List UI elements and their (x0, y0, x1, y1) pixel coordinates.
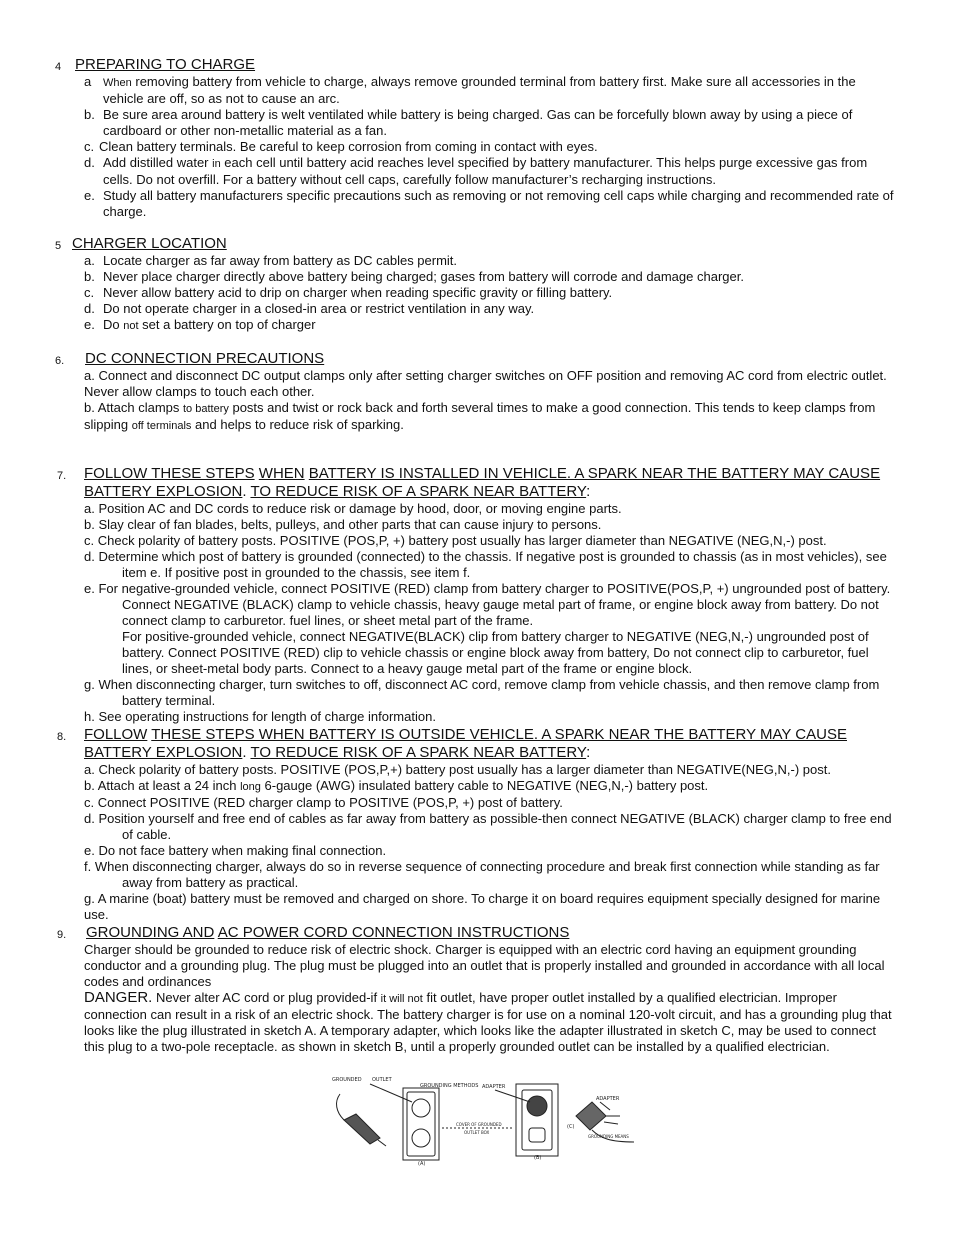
text: WHEN (258, 465, 305, 482)
danger-label: DANGER. (84, 989, 153, 1006)
section-grounding (0, 924, 954, 1055)
list-item: d. Position yourself and free end of cables as far away from battery as possible-then connect NEGATIVE (BLACK) charger clamp to free end of cable. (84, 811, 892, 842)
text: each cell until battery acid reaches level specified by battery manufacturer. This helps purge excessive gas from cells. Do not overfill. For a battery without cell caps, carefully follow manufacturer’s recharging instructions. (103, 155, 868, 187)
small-text: it will not (380, 993, 423, 1005)
section-5-heading (0, 235, 954, 253)
item-label: b. (84, 269, 95, 284)
item-label: e. (84, 188, 95, 203)
text: : (586, 744, 591, 761)
paragraph: Never allow clamps to touch each other. (84, 384, 315, 399)
item-label: d. (84, 301, 95, 316)
adapter-icon (527, 1096, 547, 1116)
small-text: long (240, 781, 261, 793)
small-text: not (123, 320, 139, 332)
text: FOLLOW THESE STEPS (84, 465, 255, 482)
text: fit outlet, have proper outlet installed by a qualified electrician. Improper connection can result in a risk of an electric shock. The battery charger is for use on a nominal 120-volt circuit, and has a grounding plug that looks like the plug illustrated in sketch A. A temporary adapter, which looks like the adapter illustrated in sketch C, may be used to connect this plug to a two-pole receptacle. as shown in sketch B, until a properly grounded outlet can be installed by a qualified electrician. (84, 990, 892, 1054)
adapter-label-c: ADAPTER (596, 1096, 620, 1102)
text: . (242, 483, 251, 500)
text: Do (103, 317, 124, 332)
item-label: a. (84, 253, 95, 268)
paragraph: Charger should be grounded to reduce risk of electric shock. Charger is equipped with an electric cord having an equipment grounding conductor and a grounding plug. The plug must be plugged into an outlet that is properly installed and grounded in accordance with all local codes and ordinances (84, 942, 885, 989)
sketch-a-label: (A) (418, 1161, 426, 1167)
grounding-methods-illustration (330, 1072, 648, 1172)
text: and helps to reduce risk of sparking. (191, 417, 404, 432)
list-item: a. Position AC and DC cords to reduce risk or damage by hood, door, or moving engine parts. (84, 501, 622, 516)
list-item: a. Check polarity of battery posts. POSITIVE (POS,P,+) battery post usually has a larger diameter than NEGATIVE(NEG,N,-) post. (84, 762, 831, 777)
section-number: 8. (57, 731, 67, 743)
section-title (86, 924, 898, 942)
text: BATTERY IS INSTALLED IN VEHICLE. A SPARK NEAR THE BATTERY MAY CAUSE BATTERY EXPLOSION (84, 465, 881, 500)
list-item: c. Check polarity of battery posts. POSITIVE (POS,P, +) battery post usually has larger diameter than NEGATIVE (NEG,N,-) post. (84, 533, 827, 548)
text: removing battery from vehicle to charge, always remove grounded terminal from battery first. Make sure all accessories in the vehicle are off, so as not to cause an arc. (103, 74, 856, 106)
item-text: Clean battery terminals. Be careful to keep corrosion from coming in contact with eyes. (99, 139, 598, 154)
list-item (84, 778, 898, 795)
text: 6-gauge (AWG) insulated battery cable to NEGATIVE (NEG,N,-) battery post. (260, 778, 709, 793)
list-item (0, 139, 954, 155)
section-number: 4 (55, 61, 62, 73)
list-item (0, 253, 954, 269)
text: THESE STEPS WHEN BATTERY IS OUTSIDE VEHICLE. A SPARK NEAR THE BATTERY MAY CAUSE BATTERY EXPLOSION (84, 726, 847, 761)
section-charger-location (0, 235, 954, 334)
section-preparing-to-charge (0, 56, 954, 220)
section-number: 7. (57, 470, 67, 482)
text: set a battery on top of charger (138, 317, 316, 332)
list-item (0, 301, 954, 317)
section-title (84, 726, 898, 762)
small-text: When (103, 77, 132, 89)
item-text: Study all battery manufacturers specific precautions such as removing or not removing cell caps while charging and recommended rate of charge. (103, 188, 894, 219)
danger-paragraph (84, 990, 898, 1055)
item-label: a (84, 74, 92, 89)
text: TO REDUCE RISK OF A SPARK NEAR BATTERY (250, 744, 587, 761)
outlet-box-label: OUTLET BOX (464, 1130, 490, 1135)
text: FOLLOW (84, 726, 148, 743)
item-text: Be sure area around battery is welt ventilated while battery is being charged. Gas can be forcefully blown away by using a piece of cardboard or other non-metallic material as a fan. (103, 107, 853, 138)
text: b. Attach clamps (84, 400, 183, 415)
list-item: e. Do not face battery when making final connection. (84, 843, 387, 858)
list-item: e. For negative-grounded vehicle, connect POSITIVE (RED) clamp from battery charger to POSITIVE(POS,P, +) ungrounded post of battery. Connect NEGATIVE (BLACK) clamp to vehicle chassis, heavy gauge metal part of frame, or engine block away from battery. Do not connect clamp to carburetor. fuel lines, or sheet metal part of the frame. (84, 581, 891, 628)
list-item (0, 188, 954, 220)
methods-label: GROUNDING METHODS (420, 1083, 479, 1089)
text: b. Attach at least a 24 inch (84, 778, 241, 793)
list-item: g. When disconnecting charger, turn switches to off, disconnect AC cord, remove clamp from vehicle chassis, and then remove clamp from battery terminal. (84, 677, 880, 708)
grounding-means-label: GROUNDING MEANS (588, 1134, 629, 1139)
item-text: Do not operate charger in a closed-in area or restrict ventilation in any way. (103, 301, 535, 316)
sketch-c-label: (C) (567, 1124, 575, 1130)
cover-label: COVER OF GROUNDED (456, 1122, 502, 1127)
small-text: off terminals (131, 420, 192, 432)
adapter-label-b: ADAPTER (482, 1084, 506, 1090)
section-title: CHARGER LOCATION (72, 235, 227, 252)
list-item (0, 155, 954, 188)
small-text: in (212, 158, 221, 170)
text: Never alter AC cord or plug provided-if (152, 990, 381, 1005)
section-title: DC CONNECTION PRECAUTIONS (85, 350, 325, 367)
section-title: PREPARING TO CHARGE (75, 56, 256, 73)
text: GROUNDING AND (86, 924, 215, 941)
section-dc-connection-precautions (0, 350, 954, 434)
section-battery-in-vehicle (0, 465, 954, 725)
item-text (103, 74, 898, 107)
list-item: For positive-grounded vehicle, connect NEGATIVE(BLACK) clip from battery charger to NEGATIVE (NEG,N,-) ungrounded post of battery. Connect POSITIVE (RED) clip to vehicle chassis or engine block away from battery, Do not connect clip to carburetor, fuel lines, or sheet-metal body parts. Connect to a heavy gauge metal part of the frame or engine block. (122, 629, 869, 676)
item-label: e. (84, 317, 95, 332)
list-item: c. Connect POSITIVE (RED charger clamp to POSITIVE (POS,P, +) post of battery. (84, 795, 563, 810)
section-6-heading (0, 350, 954, 368)
item-text: Never place charger directly above battery being charged; gases from battery will corrode and damage charger. (103, 269, 744, 284)
text: . (242, 744, 251, 761)
item-text: Never allow battery acid to drip on charger when reading specific gravity or filling battery. (103, 285, 613, 300)
text: AC POWER CORD CONNECTION INSTRUCTIONS (217, 924, 570, 941)
section-number: 5 (55, 240, 62, 252)
outlet-label: OUTLET (372, 1077, 392, 1083)
text: : (586, 483, 591, 500)
list-item: d. Determine which post of battery is grounded (connected) to the chassis. If negative post is grounded to chassis (as in most vehicles), see item e. If positive post in grounded to the chassis, see item f. (84, 549, 887, 580)
paragraph: a. Connect and disconnect DC output clamps only after setting charger switches on OFF position and removing AC cord from electric outlet. (84, 368, 887, 383)
list-item (0, 285, 954, 301)
list-item (0, 74, 954, 107)
list-item: h. See operating instructions for length of charge information. (84, 709, 436, 724)
section-number: 6. (55, 355, 65, 367)
paragraph (84, 400, 898, 434)
item-text: Locate charger as far away from battery as DC cables permit. (103, 253, 458, 268)
text: Add distilled water (103, 155, 213, 170)
item-label: d. (84, 155, 95, 170)
list-item: g. A marine (boat) battery must be removed and charged on shore. To charge it on board requires equipment specially designed for marine use. (84, 891, 881, 922)
list-item: b. Slay clear of fan blades, belts, pulleys, and other parts that can cause injury to persons. (84, 517, 602, 532)
section-number: 9. (57, 929, 67, 941)
grounded-label: GROUNDED (332, 1077, 362, 1083)
item-label: b. (84, 107, 95, 122)
text: posts and twist or rock back and forth several times to make a good connection. This tends to keep clamps from slipping (84, 400, 876, 432)
section-battery-outside-vehicle (0, 726, 954, 923)
sketch-b-label: (B) (534, 1155, 542, 1161)
small-text: to battery (183, 403, 229, 415)
list-item (0, 317, 954, 334)
list-item (0, 269, 954, 285)
section-title (84, 465, 898, 501)
item-text (103, 317, 898, 334)
text: TO REDUCE RISK OF A SPARK NEAR BATTERY (250, 483, 587, 500)
item-text (103, 155, 898, 188)
item-label: c. (84, 285, 95, 300)
list-item (0, 107, 954, 139)
section-4-heading (0, 56, 954, 74)
item-label: c. (84, 139, 95, 154)
list-item: f. When disconnecting charger, always do so in reverse sequence of connecting procedure and break first connection while standing as far away from battery as practical. (84, 859, 880, 890)
